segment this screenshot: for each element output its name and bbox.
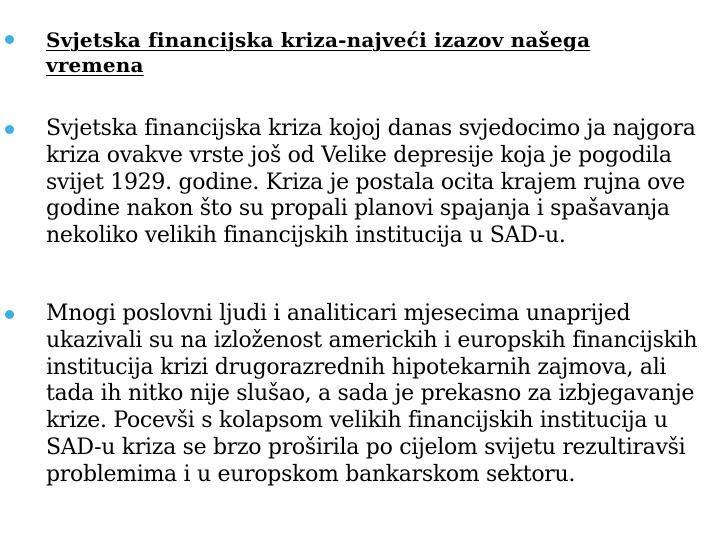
bullet-text: Mnogi poslovni ljudi i analiticari mjesecima unaprijed ukazivali su na izloženost americkih i europskih financijskih institucija krizi drugorazrednih hipotekarnih zajmova, ali tada ih nitko nije slušao, a sada je prekasno za izbjegavanje krize. Pocevši s kolapsom velikih financijskih institucija u SAD-u kriza se brzo proširila po cijelom svijetu rezultiravši problemima i u europskom bankarskom sektoru. bbox=[46, 301, 698, 487]
heading-text: Svjetska financijska kriza-najveći izazov našega vremena bbox=[46, 28, 591, 77]
bullet-text: Svjetska financijska kriza kojoj danas svjedocimo ja najgora kriza ovakve vrste još od Velike depresije koja je pogodila svijet 1929. godine. Kriza je postala ocita krajem rujna ove godine nakon što su propali planovi spajanja i spašavanja nekoliko velikih financijskih institucija u SAD-u. bbox=[46, 116, 696, 249]
bullet-dot-icon bbox=[5, 125, 14, 134]
bullet-dot-icon bbox=[5, 310, 14, 319]
bullet-dot-icon bbox=[5, 35, 14, 44]
